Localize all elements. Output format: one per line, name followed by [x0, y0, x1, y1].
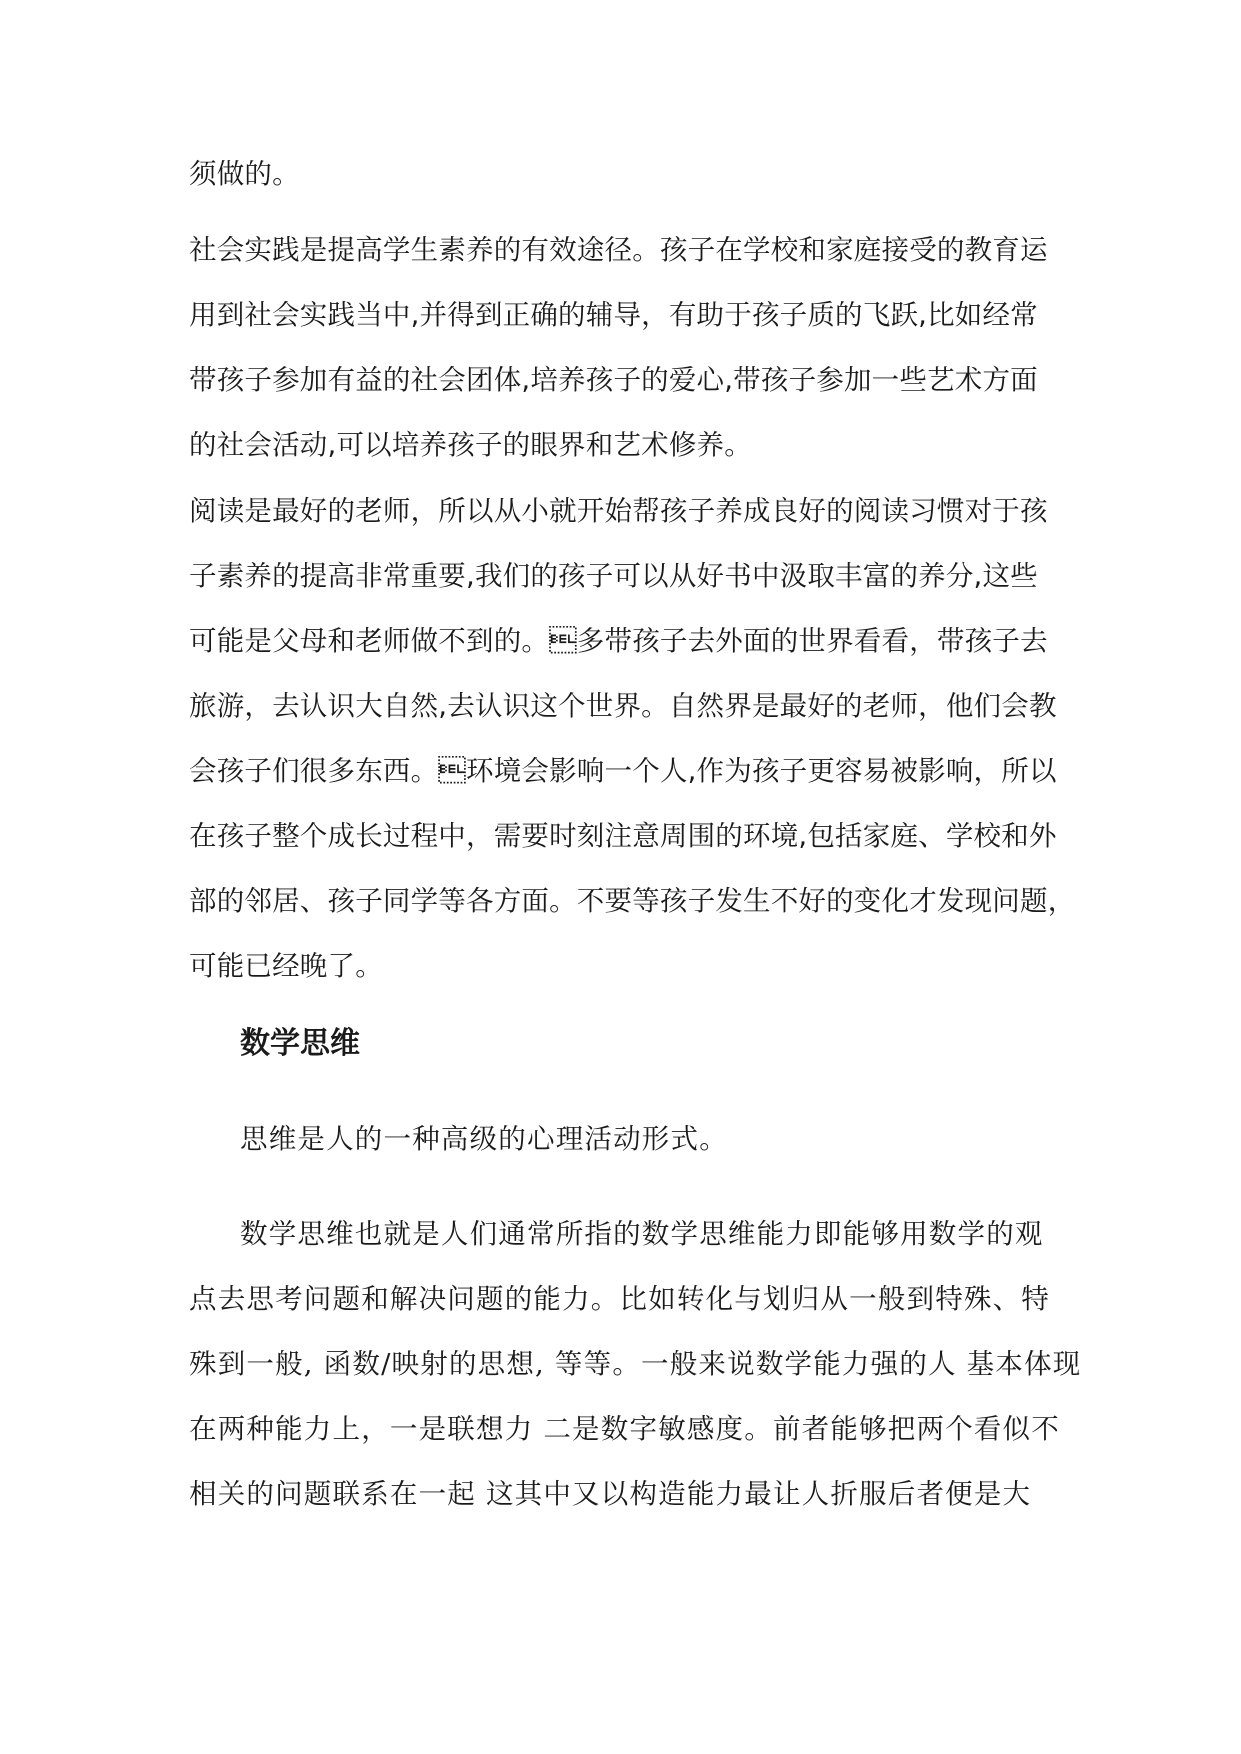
text-line: 可能是父母和老师做不到的。多带孩子去外面的世界看看，带孩子去: [189, 625, 1048, 657]
text-line: 相关的问题联系在一起 这其中又以构造能力最让人折服后者便是大: [189, 1478, 1032, 1510]
text-line: 须做的。: [189, 158, 300, 190]
text-line: 用到社会实践当中,并得到正确的辅导，有助于孩子质的飞跃,比如经常: [189, 299, 1038, 331]
text-line: 旅游，去认识大自然,去认识这个世界。自然界是最好的老师，他们会教: [189, 690, 1057, 722]
paragraph-continuation: [189, 142, 1069, 207]
paragraph-social-practice: [189, 218, 1069, 478]
text-line: 阅读是最好的老师，所以从小就开始帮孩子养成良好的阅读习惯对于孩: [189, 495, 1048, 527]
text-line: 会孩子们很多东西。环境会影响一个人,作为孩子更容易被影响，所以: [189, 755, 1057, 787]
paragraph-thinking-definition: [240, 1107, 1120, 1172]
text-line: 思维是人的一种高级的心理活动形式。: [240, 1123, 728, 1155]
text-line: 带孩子参加有益的社会团体,培养孩子的爱心,带孩子参加一些艺术方面: [189, 364, 1038, 396]
text-line: 数学思维也就是人们通常所指的数学思维能力即能够用数学的观: [240, 1218, 1044, 1250]
section-heading: 数学思维: [240, 1026, 360, 1061]
paragraph-reading: [189, 479, 1076, 999]
text-line: 在两种能力上，一是联想力 二是数字敏感度。前者能够把两个看似不: [189, 1413, 1060, 1445]
paragraph-math-thinking: [189, 1202, 1082, 1527]
text-line: 社会实践是提高学生素养的有效途径。孩子在学校和家庭接受的教育运: [189, 234, 1048, 266]
text-line: 子素养的提高非常重要,我们的孩子可以从好书中汲取丰富的养分,这些: [189, 560, 1038, 592]
text-line: 殊到一般, 函数/映射的思想, 等等。一般来说数学能力强的人 基本体现: [189, 1348, 1082, 1380]
text-line: 点去思考问题和解决问题的能力。比如转化与划归从一般到特殊、特: [189, 1283, 1050, 1315]
text-line: 部的邻居、孩子同学等各方面。不要等孩子发生不好的变化才发现问题，: [189, 885, 1076, 917]
text-line: 的社会活动,可以培养孩子的眼界和艺术修养。: [189, 429, 752, 461]
text-line: 可能已经晚了。: [189, 950, 383, 982]
text-line: 在孩子整个成长过程中，需要时刻注意周围的环境,包括家庭、学校和外: [189, 820, 1057, 852]
